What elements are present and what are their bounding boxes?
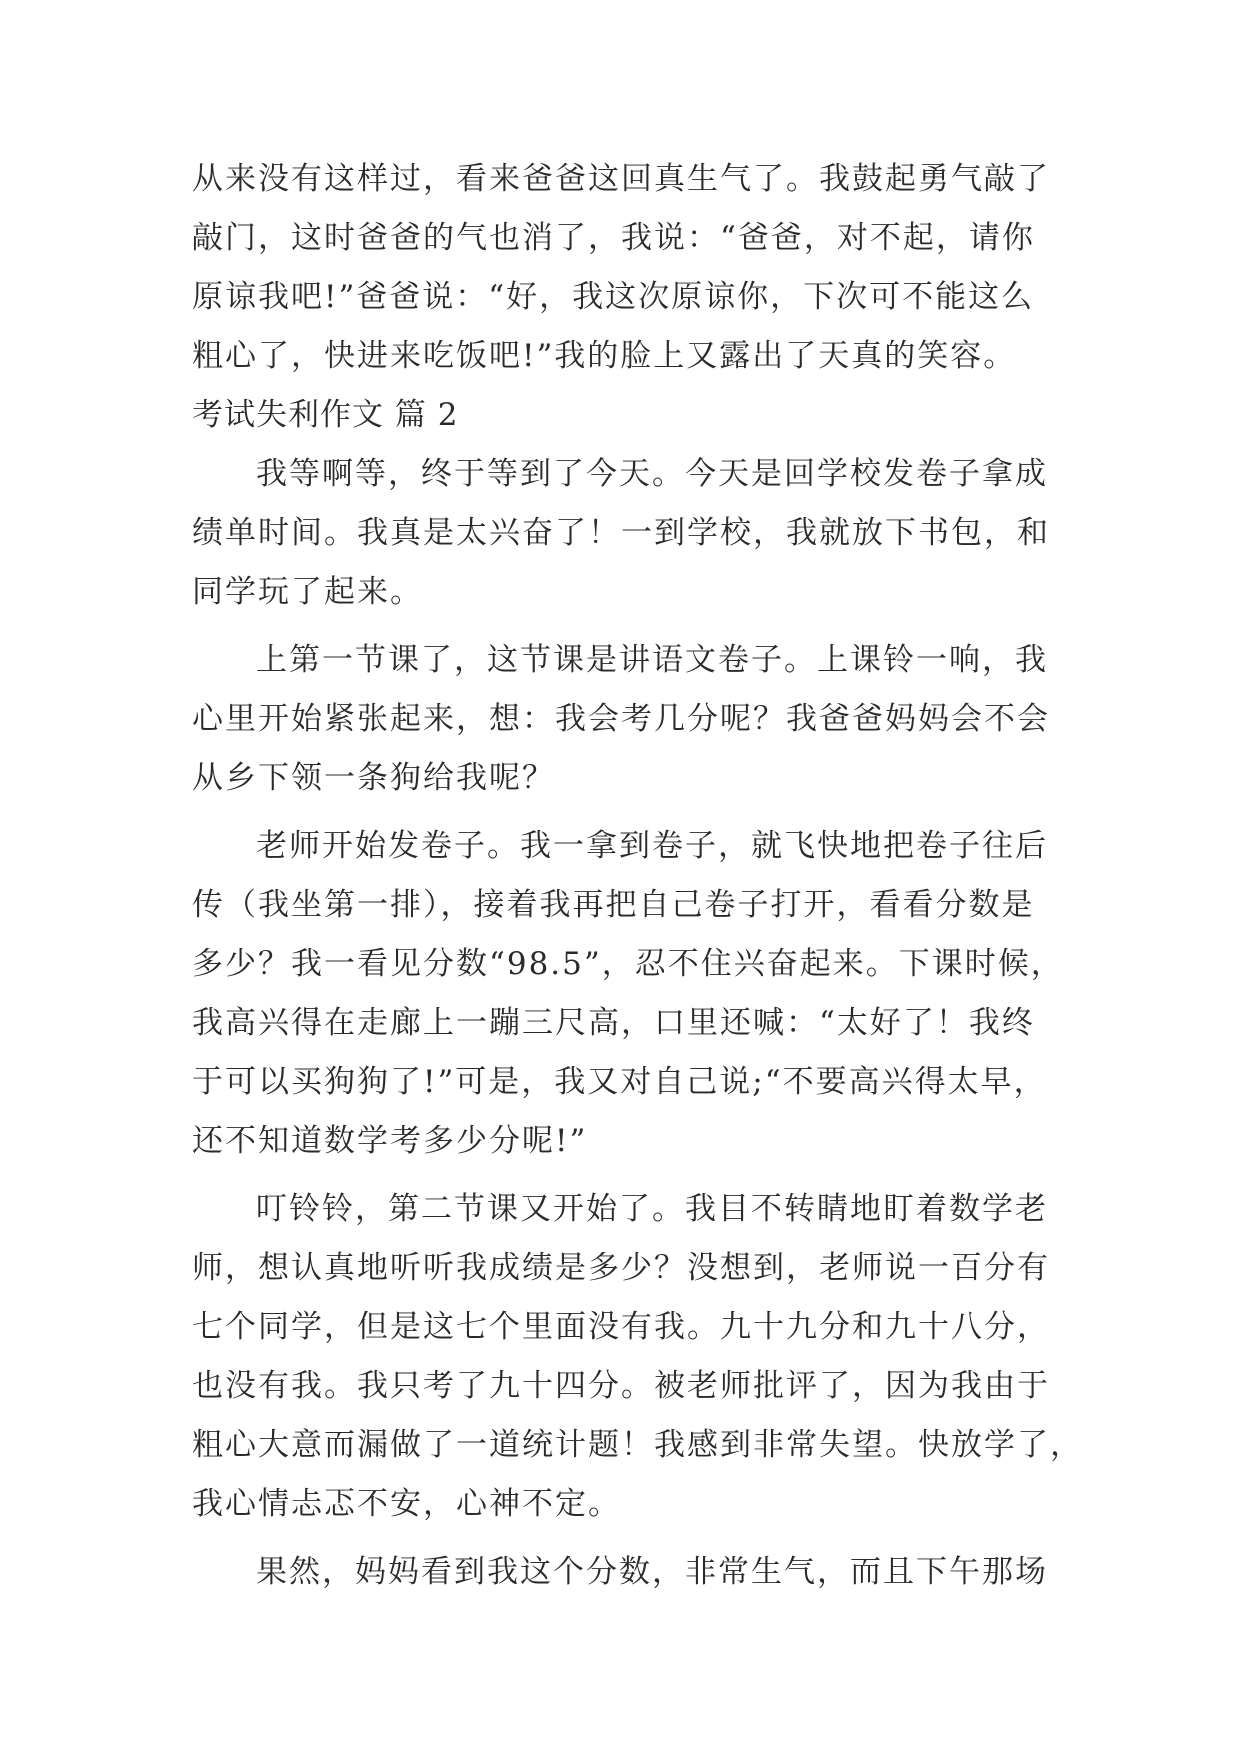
text-line: 叮铃铃，第二节课又开始了。我目不转睛地盯着数学老 xyxy=(256,1191,1048,1227)
text-line: 七个同学，但是这七个里面没有我。九十九分和九十八分， xyxy=(192,1309,1050,1345)
text-line: 老师开始发卷子。我一拿到卷子，就飞快地把卷子往后 xyxy=(256,828,1048,864)
text-line: 粗心了，快进来吃饭吧!”我的脸上又露出了天真的笑容。 xyxy=(192,338,1017,374)
continued-paragraph xyxy=(192,150,1062,386)
text-line: 原谅我吧!”爸爸说：“好，我这次原谅你，下次可不能这么 xyxy=(192,279,1035,315)
text-line: 同学玩了起来。 xyxy=(192,574,423,610)
paragraph-5 xyxy=(192,1543,1062,1602)
paragraph-gap xyxy=(192,808,1062,817)
text-line: 我心情忐忑不安，心神不定。 xyxy=(192,1486,621,1522)
text-line: 于可以买狗狗了!”可是，我又对自己说;“不要高兴得太早， xyxy=(192,1064,1047,1100)
paragraph-4 xyxy=(192,1180,1083,1534)
text-line: 传（我坐第一排），接着我再把自己卷子打开，看看分数是 xyxy=(192,887,1035,923)
text-line: 绩单时间。我真是太兴奋了！一到学校，我就放下书包，和 xyxy=(192,515,1050,551)
text-line: 粗心大意而漏做了一道统计题！我感到非常失望。快放学了， xyxy=(192,1427,1083,1463)
text-line: 从来没有这样过，看来爸爸这回真生气了。我鼓起勇气敲了 xyxy=(192,161,1050,197)
text-line: 从乡下领一条狗给我呢？ xyxy=(192,760,555,796)
text-line: 我等啊等，终于等到了今天。今天是回学校发卷子拿成 xyxy=(256,456,1048,492)
text-line: 还不知道数学考多少分呢!” xyxy=(192,1123,588,1159)
text-line: 敲门，这时爸爸的气也消了，我说：“爸爸，对不起，请你 xyxy=(192,220,1035,256)
paragraph-gap xyxy=(192,1171,1062,1180)
document-body xyxy=(192,150,1083,1602)
text-line: 心里开始紧张起来，想：我会考几分呢？我爸爸妈妈会不会 xyxy=(192,701,1050,737)
paragraph-1 xyxy=(192,445,1062,622)
paragraph-3 xyxy=(192,817,1062,1171)
text-line: 师，想认真地听听我成绩是多少？没想到，老师说一百分有 xyxy=(192,1250,1050,1286)
text-line: 我高兴得在走廊上一蹦三尺高，口里还喊：“太好了！我终 xyxy=(192,1005,1035,1041)
text-line: 也没有我。我只考了九十四分。被老师批评了，因为我由于 xyxy=(192,1368,1050,1404)
paragraph-2 xyxy=(192,631,1062,808)
section-title: 考试失利作文 篇 2 xyxy=(192,397,459,433)
text-line: 多少？我一看见分数“98.5”，忍不住兴奋起来。下课时候， xyxy=(192,946,1064,982)
paragraph-gap xyxy=(192,1534,1062,1543)
text-line: 果然，妈妈看到我这个分数，非常生气，而且下午那场 xyxy=(256,1554,1048,1590)
paragraph-gap xyxy=(192,622,1062,631)
text-line: 上第一节课了，这节课是讲语文卷子。上课铃一响，我 xyxy=(256,642,1048,678)
